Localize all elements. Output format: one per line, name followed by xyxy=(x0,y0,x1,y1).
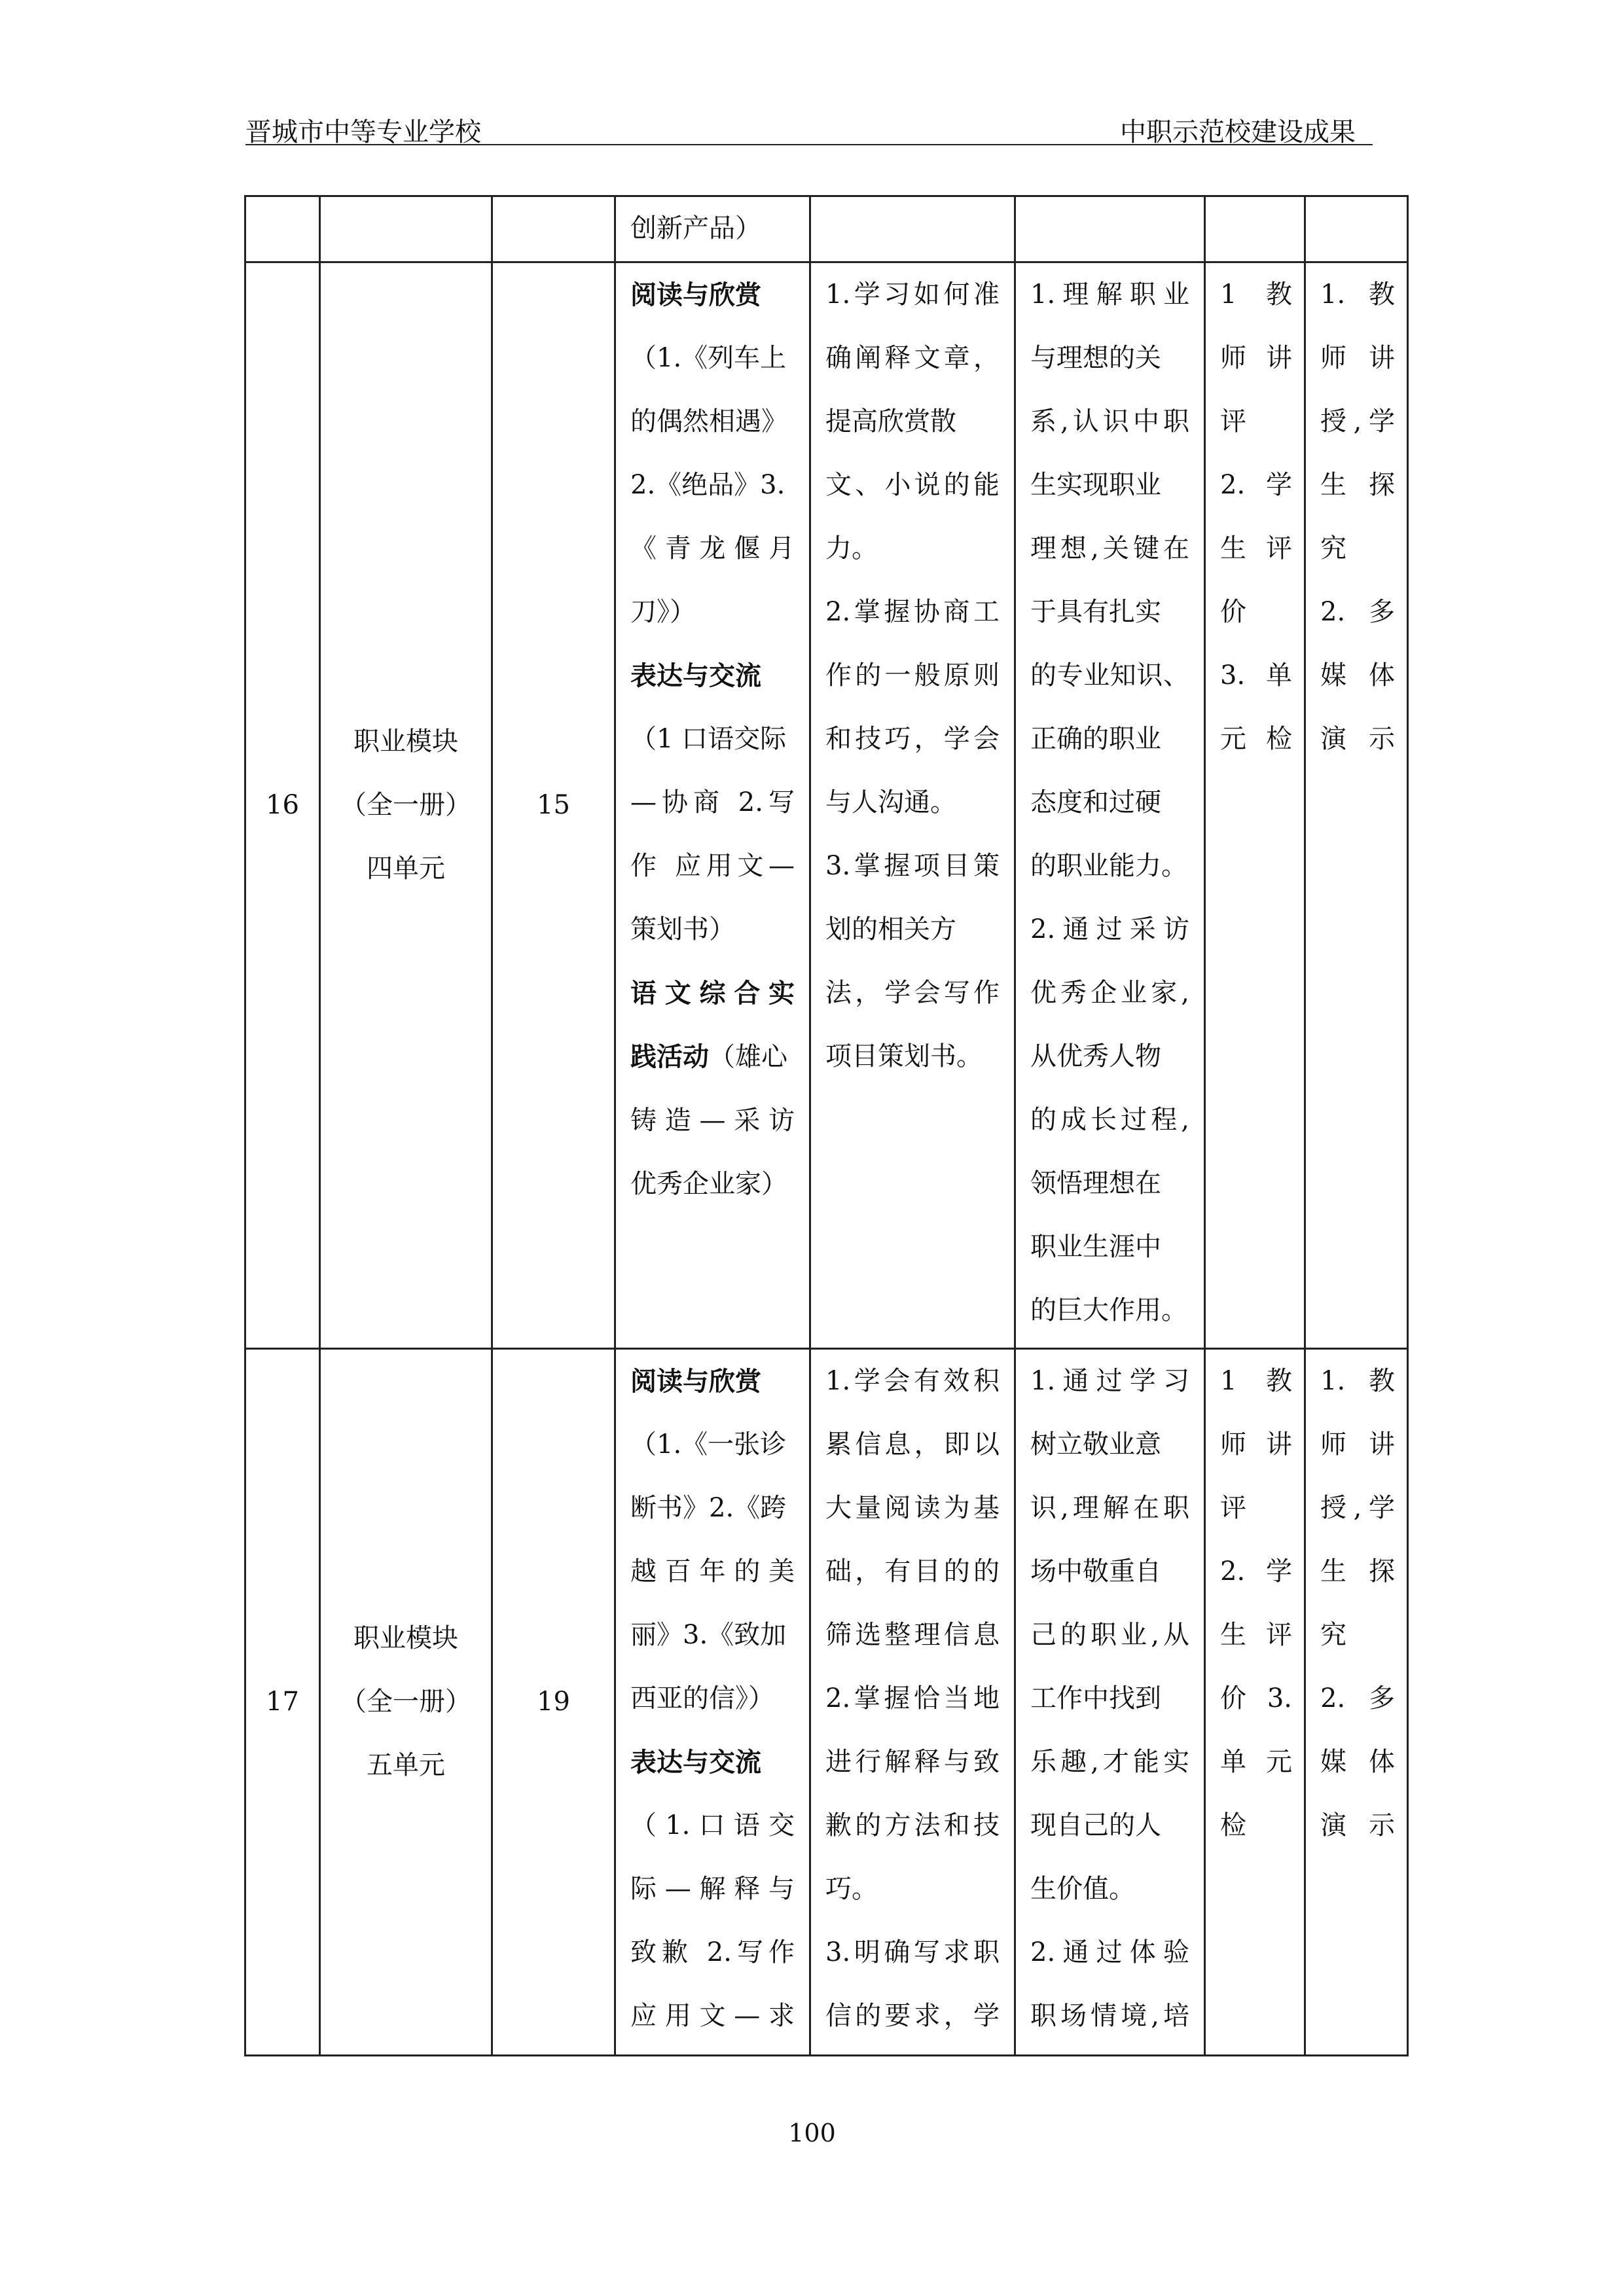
cell-moral-empty xyxy=(1015,196,1205,262)
cell-line: 树立敬业意 xyxy=(1030,1429,1161,1460)
cell-line: 职业生涯中 xyxy=(1030,1232,1161,1262)
cell-line: （1.《一张诊 xyxy=(630,1429,787,1460)
cell-line: 作 应用文— xyxy=(630,851,795,881)
cell-line: 刀》） xyxy=(630,597,696,627)
cell-line: 表达与交流 xyxy=(630,660,761,691)
page-number: 100 xyxy=(788,2119,836,2147)
cell-line: 工作中找到 xyxy=(1030,1683,1161,1713)
cell-line: 优秀企业家） xyxy=(630,1169,787,1199)
cell-line: 识,理解在职 xyxy=(1030,1493,1189,1523)
cell-num: 17 xyxy=(245,1349,320,2056)
cell-line: 五单元 xyxy=(367,1750,445,1780)
cell-line: 阅读与欣赏 xyxy=(630,1366,761,1397)
cell-method xyxy=(1305,1349,1408,2056)
cell-line: 生评 xyxy=(1220,1620,1292,1650)
cell-objectives xyxy=(810,1349,1015,2056)
cell-line: 与理想的关 xyxy=(1030,343,1161,373)
cell-line: 乐趣,才能实 xyxy=(1030,1747,1189,1777)
cell-line: 歉的方法和技 xyxy=(825,1810,1000,1840)
table-row xyxy=(245,1349,1408,2056)
cell-line: 大量阅读为基 xyxy=(825,1493,1000,1523)
cell-line: 语文综合实 xyxy=(630,978,795,1009)
cell-method xyxy=(1305,262,1408,1349)
cell-line: （全一册） xyxy=(340,1687,471,1717)
cell-line: （1.《列车上 xyxy=(630,343,787,373)
cell-line: 现自己的人 xyxy=(1030,1810,1161,1840)
cell-evaluation xyxy=(1205,1349,1305,2056)
cell-line: 理想,关键在 xyxy=(1030,533,1189,564)
cell-line: 3. 单 xyxy=(1220,660,1292,691)
cell-line: 2. 学 xyxy=(1220,470,1292,500)
cell-line: 授,学 xyxy=(1320,1493,1395,1523)
cell-line: 的职业能力。 xyxy=(1030,851,1187,881)
header-divider xyxy=(245,144,1373,145)
cell-objectives-empty xyxy=(810,196,1015,262)
cell-line: 《青龙偃月 xyxy=(630,533,795,564)
cell-objectives xyxy=(810,262,1015,1349)
cell-line: 巧。 xyxy=(825,1874,878,1904)
cell-line: 表达与交流 xyxy=(630,1747,761,1778)
cell-line: 生实现职业 xyxy=(1030,470,1161,500)
cell-line: 信的要求，学 xyxy=(825,2001,1000,2031)
cell-line: 师讲 xyxy=(1320,1429,1395,1460)
cell-line: 媒体 xyxy=(1320,1747,1395,1777)
cell-line: 生探 xyxy=(1320,470,1395,500)
cell-line: 致歉 2.写作 xyxy=(630,1937,795,1967)
cell-line: 演示 xyxy=(1320,724,1395,754)
cell-line: 授,学 xyxy=(1320,406,1395,437)
cell-line: 越百年的美 xyxy=(630,1556,795,1587)
cell-line: 西亚的信》） xyxy=(630,1683,774,1713)
cell-line: 2.《绝品》3. xyxy=(630,470,785,500)
course-table xyxy=(244,195,1409,2056)
cell-line: 的巨大作用。 xyxy=(1030,1295,1187,1325)
cell-line: 正确的职业 xyxy=(1030,724,1161,754)
cell-line: 元检 xyxy=(1220,724,1292,754)
cell-line: 筛选整理信息 xyxy=(825,1620,1000,1650)
cell-method-empty xyxy=(1305,196,1408,262)
line-rest: （雄心 xyxy=(709,1042,787,1072)
cell-line: 项目策划书。 xyxy=(825,1041,983,1071)
cell-line: 作的一般原则 xyxy=(825,660,1000,691)
cell-line: 2.通过体验 xyxy=(1030,1937,1189,1967)
cell-line: 2. 多 xyxy=(1320,1683,1395,1713)
cell-line: 1. 教 xyxy=(1320,279,1395,310)
cell-line: 的专业知识、 xyxy=(1030,660,1189,691)
cell-line: 师讲 xyxy=(1220,1429,1292,1460)
cell-line: 际—解释与 xyxy=(630,1874,795,1904)
cell-line xyxy=(630,1025,795,1089)
cell-line: 生探 xyxy=(1320,1556,1395,1587)
cell-line: 演示 xyxy=(1320,1810,1395,1840)
cell-num-empty xyxy=(245,196,320,262)
cell-line: 从优秀人物 xyxy=(1030,1041,1161,1071)
cell-line: 力。 xyxy=(825,533,878,564)
cell-moral xyxy=(1015,262,1205,1349)
cell-line: 师讲 xyxy=(1220,343,1292,373)
cell-line: 态度和过硬 xyxy=(1030,787,1161,817)
cell-line: 于具有扎实 xyxy=(1030,597,1161,627)
cell-line: 累信息，即以 xyxy=(825,1429,1000,1460)
cell-line: 系,认识中职 xyxy=(1030,406,1189,437)
header-report-title: 中职示范校建设成果 xyxy=(1120,117,1356,147)
cell-hours: 15 xyxy=(492,262,615,1349)
cell-line: 与人沟通。 xyxy=(825,787,956,817)
cell-content xyxy=(615,262,810,1349)
cell-line: 3.掌握项目策 xyxy=(825,851,1000,881)
cell-line: 的偶然相遇》 xyxy=(630,406,787,437)
cell-line: 1 教 xyxy=(1220,1366,1292,1396)
cell-line: —协商 2.写 xyxy=(630,787,795,817)
cell-line: （全一册） xyxy=(340,790,471,820)
cell-evaluation-empty xyxy=(1205,196,1305,262)
cell-line: 四单元 xyxy=(367,853,445,884)
cell-line: 进行解释与致 xyxy=(825,1747,1000,1777)
cell-line: 确阐释文章， xyxy=(825,343,1000,373)
table-row-continuation xyxy=(245,196,1408,262)
cell-line: 价 3. xyxy=(1220,1683,1292,1713)
cell-hours-empty xyxy=(492,196,615,262)
cell-line: 的成长过程, xyxy=(1030,1105,1189,1135)
cell-module xyxy=(320,262,492,1349)
cell-line: 1.学会有效积 xyxy=(825,1366,1000,1396)
cell-line: 断书》2.《跨 xyxy=(630,1493,787,1523)
cell-line: 阅读与欣赏 xyxy=(630,279,761,310)
cell-line: 应用文—求 xyxy=(630,2001,795,2031)
cell-line: 划的相关方 xyxy=(825,914,956,944)
cell-line: 职场情境,培 xyxy=(1030,2001,1189,2031)
cell-line: 生价值。 xyxy=(1030,1874,1135,1904)
cell-line: 法，学会写作 xyxy=(825,978,1000,1008)
cell-line: 场中敬重自 xyxy=(1030,1556,1161,1587)
cell-line: （1.口语交 xyxy=(630,1810,795,1840)
cell-line: 铸造—采访 xyxy=(630,1105,795,1136)
cell-moral xyxy=(1015,1349,1205,2056)
cell-line: 2. 学 xyxy=(1220,1556,1292,1587)
cell-line: 职业模块 xyxy=(353,726,458,757)
cell-content xyxy=(615,196,810,262)
cell-line: 3.明确写求职 xyxy=(825,1937,1000,1967)
cell-line: 策划书） xyxy=(630,914,735,944)
cell-line: 职业模块 xyxy=(353,1623,458,1653)
cell-line: 丽》3.《致加 xyxy=(630,1620,787,1650)
cell-content xyxy=(615,1349,810,2056)
table-row xyxy=(245,262,1408,1349)
cell-line: 价 xyxy=(1220,597,1246,627)
cell-line: 2.掌握协商工 xyxy=(825,597,1000,627)
cell-line: 领悟理想在 xyxy=(1030,1168,1161,1198)
cell-evaluation xyxy=(1205,262,1305,1349)
cell-line: 生评 xyxy=(1220,533,1292,564)
cell-line: 提高欣赏散 xyxy=(825,406,956,437)
cell-num: 16 xyxy=(245,262,320,1349)
cell-line: 1 教 xyxy=(1220,279,1292,310)
cell-line: 文、小说的能 xyxy=(825,470,1000,500)
cell-hours: 19 xyxy=(492,1349,615,2056)
cell-line: 1.学习如何准 xyxy=(825,279,1000,310)
cell-module-empty xyxy=(320,196,492,262)
cell-line: 1.通过学习 xyxy=(1030,1366,1189,1396)
cell-line: 究 xyxy=(1320,533,1346,564)
cell-line: 师讲 xyxy=(1320,343,1395,373)
cell-line: 媒体 xyxy=(1320,660,1395,691)
cell-line: 础，有目的的 xyxy=(825,1556,1000,1587)
cell-line: 检 xyxy=(1220,1810,1246,1840)
cell-line: 评 xyxy=(1220,1493,1246,1523)
cell-line: 究 xyxy=(1320,1620,1346,1650)
content-line: 创新产品） xyxy=(630,213,761,243)
cell-line: 优秀企业家, xyxy=(1030,978,1189,1008)
cell-line: 单元 xyxy=(1220,1747,1292,1777)
cell-line: 己的职业,从 xyxy=(1030,1620,1189,1650)
cell-line: 2. 多 xyxy=(1320,597,1395,627)
cell-module xyxy=(320,1349,492,2056)
header-school-name: 晋城市中等专业学校 xyxy=(245,117,481,147)
cell-line: 1. 教 xyxy=(1320,1366,1395,1396)
cell-line: 和技巧，学会 xyxy=(825,724,1000,754)
bold-prefix: 践活动 xyxy=(630,1041,709,1072)
cell-line: 1.理解职业 xyxy=(1030,279,1189,310)
cell-line: 2.掌握恰当地 xyxy=(825,1683,1000,1713)
cell-line: 2.通过采访 xyxy=(1030,914,1189,944)
cell-line: 评 xyxy=(1220,406,1246,437)
cell-line: （1 口语交际 xyxy=(630,724,787,754)
